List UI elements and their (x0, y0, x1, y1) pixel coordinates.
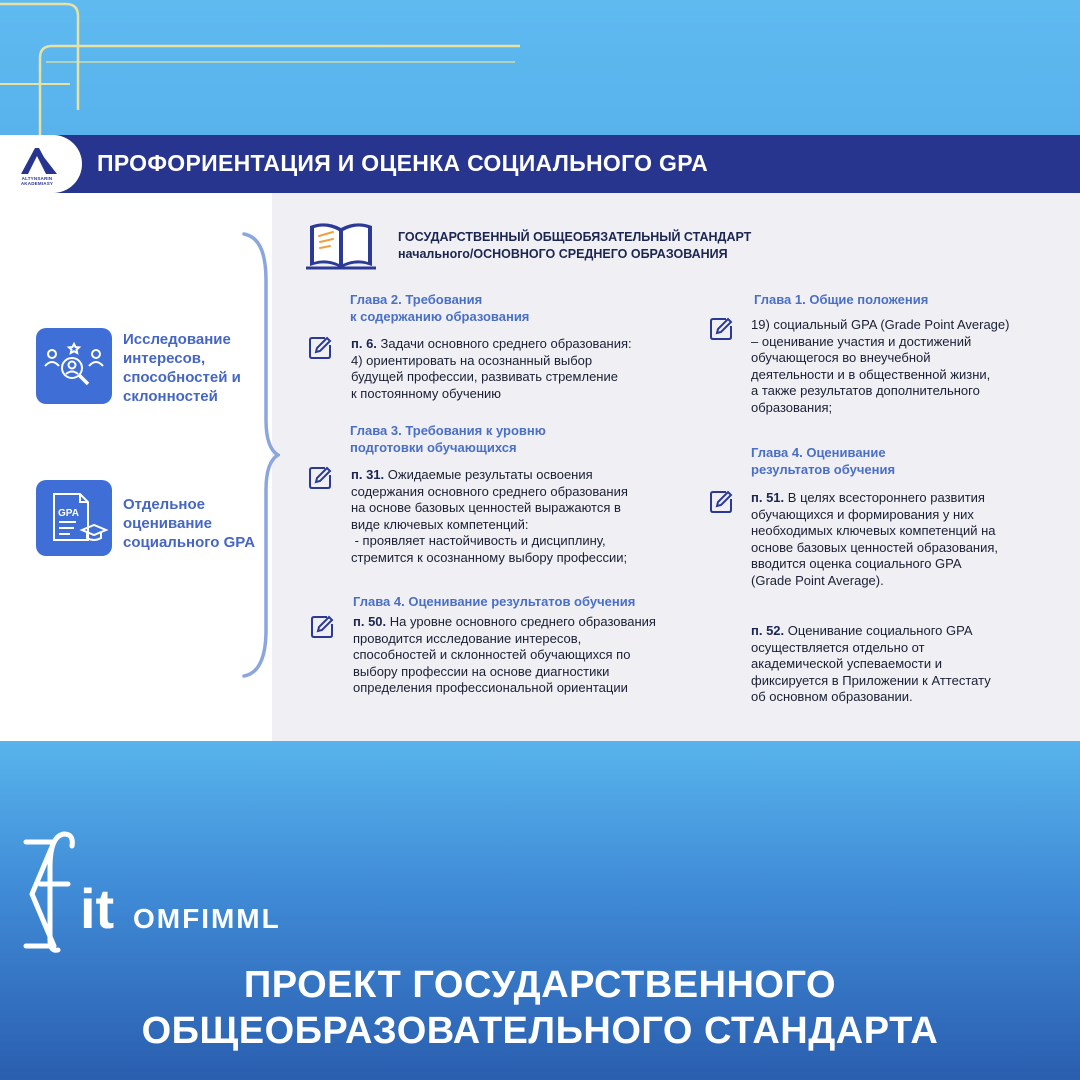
label-line: оценивание (123, 515, 212, 532)
edit-icon (708, 316, 734, 342)
chapter-title-line: к содержанию образования (350, 309, 530, 324)
decorative-frame-lines (0, 0, 540, 135)
paragraph-line: (Grade Point Average). (751, 572, 884, 588)
interests-research-tile (36, 328, 112, 404)
paragraph-line: 19) социальный GPA (Grade Point Average) (751, 317, 1010, 332)
standard-title (398, 229, 751, 263)
paragraph-line: необходимых ключевых компетенций на (751, 523, 996, 538)
social-gpa-label (123, 495, 255, 552)
chapter-title-line: подготовки обучающихся (350, 440, 517, 455)
paragraph-line: В целях всестороннего развития (787, 490, 985, 505)
paragraph-number: п. 52. (751, 623, 785, 638)
header-bar (0, 135, 1080, 193)
paragraph-line: образования; (751, 399, 833, 415)
edit-icon (307, 465, 333, 491)
paragraph-number: п. 50. (353, 614, 387, 629)
project-title-line-2: ОБЩЕОБРАЗОВАТЕЛЬНОГО СТАНДАРТА (141, 1010, 939, 1052)
paragraph-line: Оценивание социального GPA (787, 623, 973, 638)
people-search-icon (36, 328, 112, 404)
chapter-title-line: результатов обучения (751, 462, 896, 477)
paragraph-52 (751, 623, 1066, 706)
logo-caption-line-1: ALTYNSARIN (21, 176, 53, 181)
paragraph-line: об основном образовании. (751, 689, 913, 704)
paragraph-line: вводится оценка социального GPA (751, 556, 962, 571)
paragraph-line: Задачи основного среднего образования: (380, 336, 632, 351)
paragraph-31 (351, 467, 706, 566)
paragraph-line: а также результатов дополнительного (751, 383, 980, 398)
chapter-title-line: Глава 2. Требования (350, 292, 483, 307)
book-icon (306, 214, 376, 272)
chapter-title-line: Глава 3. Требования к уровню (350, 423, 546, 438)
paragraph-line: – оценивание участия и достижений (751, 333, 972, 349)
project-title-line-1: ПРОЕКТ ГОСУДАРСТВЕННОГО (243, 964, 837, 1006)
paragraph-line: стремится к осознанному выбору профессии; (351, 549, 628, 565)
paragraph-line: проводится исследование интересов, (353, 630, 582, 646)
label-line: интересов, (123, 350, 206, 367)
paragraph-line: академической успеваемости и (751, 656, 942, 671)
paragraph-line: осуществляется отдельно от (751, 639, 925, 655)
paragraph-50 (353, 614, 718, 697)
chapter-4-title-left: Глава 4. Оценивание результатов обучения (353, 594, 636, 609)
paragraph-number: п. 51. (751, 490, 785, 505)
paragraph-line: 4) ориентировать на осознанный выбор (351, 352, 593, 368)
paragraph-number: п. 31. (351, 467, 385, 482)
chapter-4-title-right (751, 444, 895, 478)
svg-text:GPA: GPA (58, 508, 79, 519)
edit-icon (309, 614, 335, 640)
social-gpa-tile (36, 480, 112, 556)
paragraph-line: основе базовых ценностей образования, (751, 539, 999, 555)
logo-caption-line-2: AKADEMIASY (20, 181, 54, 186)
edit-icon (307, 335, 333, 361)
paragraph-line: обучающихся и формирования у них (751, 506, 974, 522)
page-title: ПРОФОРИЕНТАЦИЯ И ОЦЕНКА СОЦИАЛЬНОГО GPA (97, 150, 709, 176)
paragraph-line: обучающегося во внеучебной (751, 350, 931, 365)
left-panel (0, 193, 272, 741)
curly-brace (240, 230, 280, 680)
brand-logo-icon (20, 828, 150, 958)
logo-caption (12, 176, 62, 186)
label-line: Исследование (123, 331, 231, 348)
paragraph-line: - проявляет настойчивость и дисциплину, (351, 533, 606, 548)
standard-title-line-2: начального/ОСНОВНОГО СРЕДНЕГО ОБРАЗОВАНИЯ (398, 247, 728, 261)
paragraph-line: на основе базовых ценностей выражаются в (351, 500, 621, 515)
gpa-document-icon (36, 480, 112, 556)
brand-name: OMFIMML (133, 903, 281, 934)
paragraph-line: фиксируется в Приложении к Аттестату (751, 672, 991, 688)
interests-research-label (123, 330, 241, 406)
chapter-title-line: Глава 4. Оценивание (751, 445, 886, 460)
paragraph-line: На уровне основного среднего образования (389, 614, 656, 629)
paragraph-line: выбору профессии на основе диагностики (353, 663, 610, 679)
chapter-2-title (350, 291, 529, 325)
paragraph-line: виде ключевых компетенций: (351, 516, 529, 532)
standard-title-line-1: ГОСУДАРСТВЕННЫЙ ОБЩЕОБЯЗАТЕЛЬНЫЙ СТАНДАРТ (398, 230, 752, 244)
chapter-3-title (350, 422, 546, 456)
paragraph-6 (351, 336, 701, 402)
paragraph-19 (751, 317, 1061, 416)
label-line: Отдельное (123, 496, 205, 513)
label-line: склонностей (123, 388, 218, 405)
paragraph-number: п. 6. (351, 336, 377, 351)
label-line: социального GPA (123, 534, 256, 551)
paragraph-line: способностей и склонностей обучающихся по (353, 647, 631, 662)
paragraph-line: к постоянному обучению (351, 385, 502, 401)
altynsarin-logo (0, 135, 82, 193)
brand-logo-text: it (80, 877, 115, 940)
project-title (0, 962, 1080, 1054)
paragraph-line: Ожидаемые результаты освоения (387, 467, 593, 482)
paragraph-line: определения профессиональной ориентации (353, 680, 628, 695)
paragraph-line: будущей профессии, развивать стремление (351, 369, 618, 384)
paragraph-line: деятельности и в общественной жизни, (751, 366, 991, 382)
edit-icon (708, 489, 734, 515)
label-line: способностей и (123, 369, 241, 386)
paragraph-51 (751, 490, 1066, 589)
chapter-1-title: Глава 1. Общие положения (754, 292, 929, 307)
academy-logo-icon (17, 144, 61, 176)
paragraph-line: содержания основного среднего образования (351, 483, 628, 499)
